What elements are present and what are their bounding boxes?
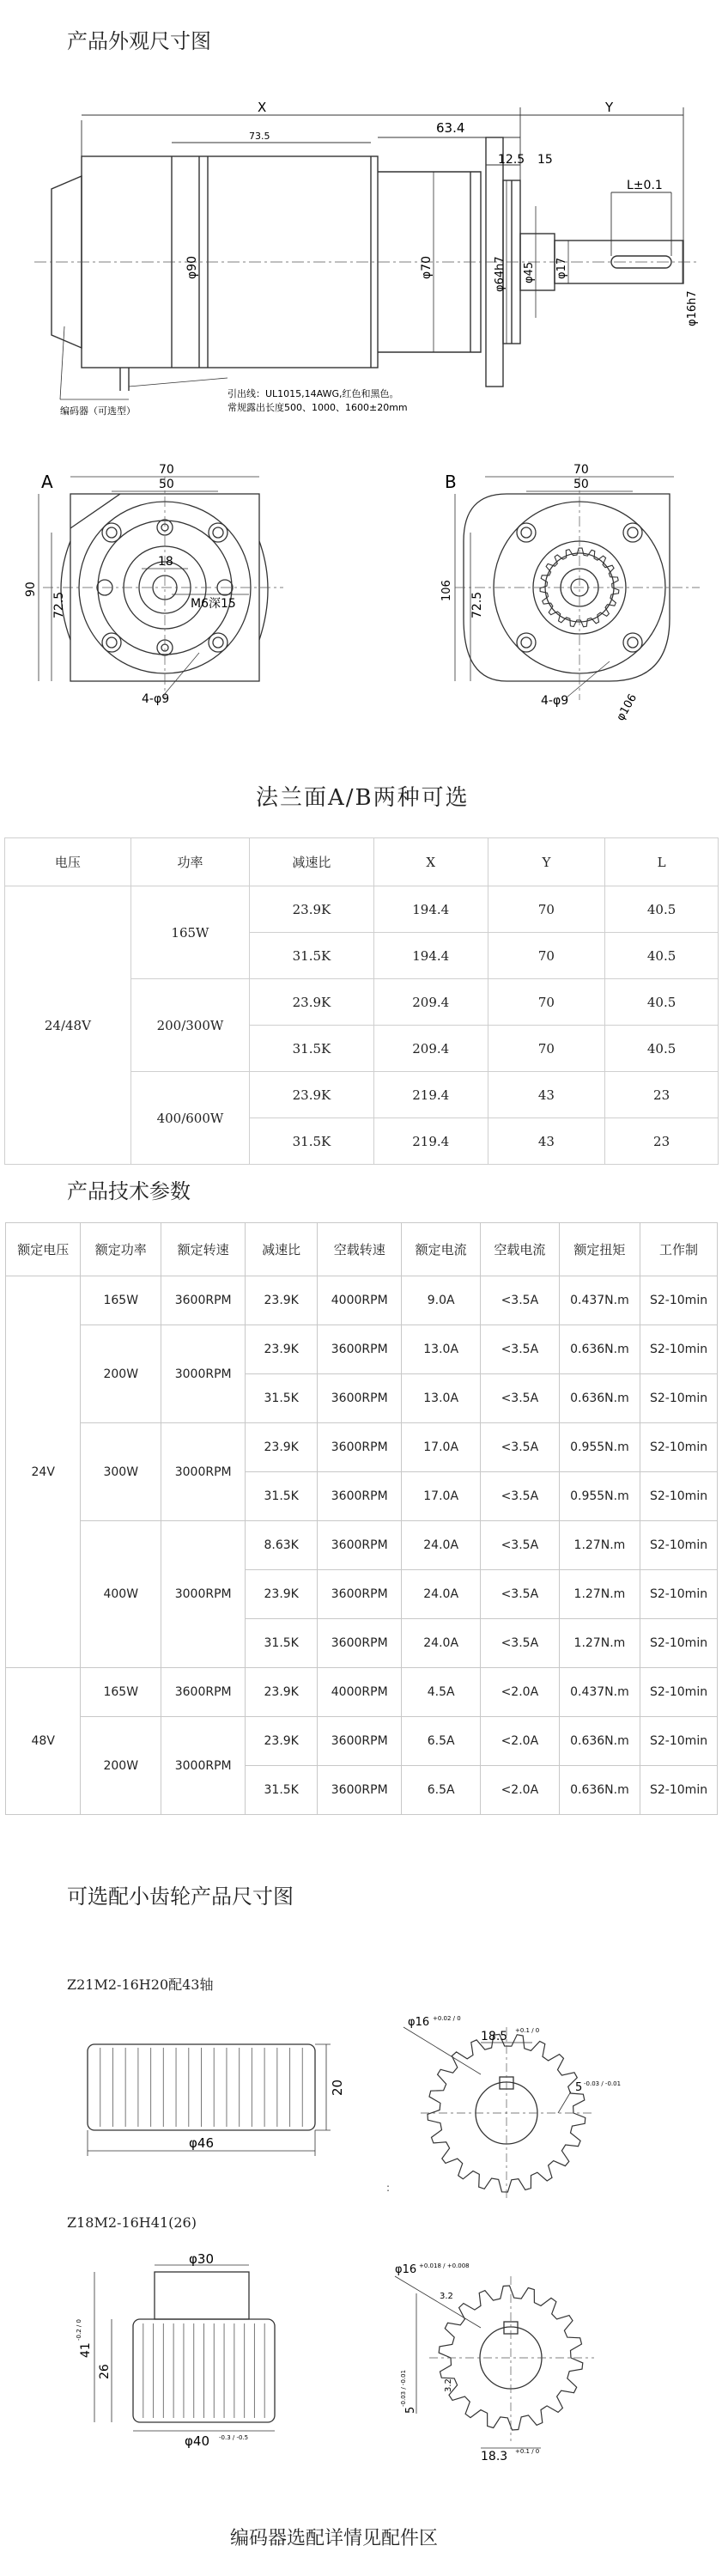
noload-current-cell: <3.5A bbox=[480, 1325, 559, 1374]
ratio-cell: 31.5K bbox=[246, 1472, 318, 1521]
noload-speed-cell: 4000RPM bbox=[318, 1276, 402, 1325]
x-cell: 194.4 bbox=[373, 933, 488, 979]
duty-cell: S2-10min bbox=[640, 1619, 718, 1668]
x-cell: 219.4 bbox=[373, 1072, 488, 1118]
gear1-dim-18-5-tol: +0.1 / 0 bbox=[515, 2027, 540, 2034]
stray-mark: : bbox=[386, 2182, 391, 2194]
power-cell: 200/300W bbox=[130, 979, 249, 1072]
torque-cell: 0.955N.m bbox=[559, 1423, 640, 1472]
gear2-dim-40-tol: -0.3 / -0.5 bbox=[219, 2434, 249, 2441]
x-cell: 219.4 bbox=[373, 1118, 488, 1165]
gear2-front-drawing bbox=[369, 2242, 652, 2465]
noload-speed-cell: 3600RPM bbox=[318, 1766, 402, 1815]
tech-params-table bbox=[5, 1222, 718, 1815]
gear1-dim-20: 20 bbox=[330, 2079, 345, 2096]
power-cell: 165W bbox=[130, 886, 249, 979]
gear2-dim-5-tol: -0.03 / -0.01 bbox=[400, 2369, 407, 2407]
gear2-dim-41-tol: -0.2 / 0 bbox=[76, 2319, 82, 2341]
power-cell: 400/600W bbox=[130, 1072, 249, 1165]
encoder-label: 编码器（可选型） bbox=[60, 405, 136, 417]
duty-cell: S2-10min bbox=[640, 1570, 718, 1619]
gear1-dim-5-tol: -0.03 / -0.01 bbox=[584, 2080, 622, 2087]
flange-a-label: A bbox=[41, 472, 53, 492]
column-header: 空载转速 bbox=[318, 1223, 402, 1276]
torque-cell: 1.27N.m bbox=[559, 1521, 640, 1570]
noload-current-cell: <3.5A bbox=[480, 1374, 559, 1423]
ratio-cell: 23.9K bbox=[250, 1072, 374, 1118]
lead-note-2: 常规露出长度500、1000、1600±20mm bbox=[228, 402, 408, 413]
voltage-cell: 48V bbox=[6, 1668, 81, 1815]
gear2-dim-3-2a: 3.2 bbox=[440, 2292, 453, 2301]
torque-cell: 0.636N.m bbox=[559, 1717, 640, 1766]
ratio-cell: 23.9K bbox=[250, 886, 374, 933]
encoder-note: 编码器选配详情见配件区 bbox=[230, 2528, 439, 2549]
column-header: 减速比 bbox=[250, 838, 374, 886]
noload-speed-cell: 3600RPM bbox=[318, 1570, 402, 1619]
power-cell: 400W bbox=[81, 1521, 161, 1668]
flange-b-dim-106: 106 bbox=[440, 580, 453, 601]
column-header: L bbox=[605, 838, 719, 886]
duty-cell: S2-10min bbox=[640, 1423, 718, 1472]
rated-current-cell: 17.0A bbox=[402, 1423, 481, 1472]
duty-cell: S2-10min bbox=[640, 1374, 718, 1423]
y-cell: 43 bbox=[488, 1118, 605, 1165]
rated-current-cell: 17.0A bbox=[402, 1472, 481, 1521]
flange-a-thread: M6深15 bbox=[191, 597, 236, 611]
gear2-dim-18-3: 18.3 bbox=[481, 2450, 508, 2463]
l-cell: 23 bbox=[605, 1118, 719, 1165]
gear2-title: Z18M2-16H41(26) bbox=[67, 2214, 197, 2231]
duty-cell: S2-10min bbox=[640, 1717, 718, 1766]
dimension-table bbox=[4, 837, 719, 1165]
torque-cell: 0.636N.m bbox=[559, 1766, 640, 1815]
l-cell: 40.5 bbox=[605, 979, 719, 1026]
flange-a-dim-18: 18 bbox=[158, 555, 173, 569]
gear1-dim-18-5: 18.5 bbox=[481, 2030, 508, 2043]
torque-cell: 1.27N.m bbox=[559, 1619, 640, 1668]
table-row bbox=[6, 1668, 718, 1717]
dim-y: Y bbox=[605, 100, 614, 115]
gear-title: 可选配小齿轮产品尺寸图 bbox=[67, 1885, 294, 1909]
gear2-dim-5: 5 bbox=[404, 2406, 417, 2414]
dim-12-5: 12.5 bbox=[498, 153, 525, 167]
dim-d45: φ45 bbox=[523, 261, 536, 283]
flange-b-dim-d106: φ106 bbox=[614, 691, 640, 723]
duty-cell: S2-10min bbox=[640, 1472, 718, 1521]
column-header: 额定转速 bbox=[161, 1223, 246, 1276]
noload-speed-cell: 3600RPM bbox=[318, 1472, 402, 1521]
column-header: 电压 bbox=[5, 838, 131, 886]
gear1-dim-16-tol: +0.02 / 0 bbox=[433, 2015, 461, 2022]
gear1-dim-46: φ46 bbox=[189, 2135, 214, 2151]
table-row bbox=[6, 1521, 718, 1570]
dim-d70: φ70 bbox=[420, 255, 434, 279]
rated-current-cell: 4.5A bbox=[402, 1668, 481, 1717]
y-cell: 70 bbox=[488, 1026, 605, 1072]
column-header: 额定功率 bbox=[81, 1223, 161, 1276]
speed-cell: 3000RPM bbox=[161, 1423, 246, 1521]
noload-speed-cell: 3600RPM bbox=[318, 1717, 402, 1766]
noload-current-cell: <2.0A bbox=[480, 1668, 559, 1717]
noload-speed-cell: 3600RPM bbox=[318, 1619, 402, 1668]
dimension-table-header bbox=[5, 838, 719, 886]
column-header: 额定电流 bbox=[402, 1223, 481, 1276]
ratio-cell: 31.5K bbox=[250, 1118, 374, 1165]
power-cell: 165W bbox=[81, 1668, 161, 1717]
flange-b-dim-70: 70 bbox=[573, 463, 589, 477]
speed-cell: 3000RPM bbox=[161, 1521, 246, 1668]
flange-a-dim-90: 90 bbox=[24, 582, 38, 597]
torque-cell: 0.955N.m bbox=[559, 1472, 640, 1521]
table-row bbox=[6, 1717, 718, 1766]
noload-current-cell: <2.0A bbox=[480, 1717, 559, 1766]
flange-a-dim-70: 70 bbox=[159, 463, 174, 477]
flange-b-dim-72-5: 72.5 bbox=[470, 591, 484, 618]
tech-params-table-header bbox=[6, 1223, 718, 1276]
noload-speed-cell: 3600RPM bbox=[318, 1325, 402, 1374]
rated-current-cell: 13.0A bbox=[402, 1325, 481, 1374]
noload-current-cell: <3.5A bbox=[480, 1472, 559, 1521]
rated-current-cell: 24.0A bbox=[402, 1619, 481, 1668]
gear1-dim-16: φ16 bbox=[408, 2016, 430, 2029]
flange-b-drawing bbox=[361, 447, 722, 756]
y-cell: 70 bbox=[488, 933, 605, 979]
speed-cell: 3000RPM bbox=[161, 1325, 246, 1423]
dim-63-4: 63.4 bbox=[436, 120, 465, 136]
column-header: 功率 bbox=[130, 838, 249, 886]
gear1-side-drawing bbox=[69, 2036, 343, 2173]
torque-cell: 0.437N.m bbox=[559, 1276, 640, 1325]
flange-a-drawing bbox=[0, 447, 361, 756]
dim-15: 15 bbox=[537, 153, 553, 167]
torque-cell: 0.636N.m bbox=[559, 1325, 640, 1374]
column-header: 空载电流 bbox=[480, 1223, 559, 1276]
gear2-dim-18-3-tol: +0.1 / 0 bbox=[515, 2448, 540, 2455]
dim-d17: φ17 bbox=[555, 257, 568, 279]
flange-b-holes: 4-φ9 bbox=[541, 694, 569, 708]
dim-d16: φ16h7 bbox=[686, 290, 699, 326]
gear2-dim-16-tol: +0.018 / +0.008 bbox=[419, 2262, 470, 2269]
flange-caption: 法兰面A/B两种可选 bbox=[256, 785, 470, 811]
power-cell: 165W bbox=[81, 1276, 161, 1325]
column-header: 额定扭矩 bbox=[559, 1223, 640, 1276]
duty-cell: S2-10min bbox=[640, 1668, 718, 1717]
column-header: 工作制 bbox=[640, 1223, 718, 1276]
noload-current-cell: <3.5A bbox=[480, 1423, 559, 1472]
table-row bbox=[6, 1325, 718, 1374]
table-row bbox=[6, 1276, 718, 1325]
power-cell: 300W bbox=[81, 1423, 161, 1521]
gear1-title: Z21M2-16H20配43轴 bbox=[67, 1976, 214, 1993]
x-cell: 209.4 bbox=[373, 1026, 488, 1072]
ratio-cell: 8.63K bbox=[246, 1521, 318, 1570]
noload-speed-cell: 3600RPM bbox=[318, 1521, 402, 1570]
l-cell: 40.5 bbox=[605, 1026, 719, 1072]
torque-cell: 0.636N.m bbox=[559, 1374, 640, 1423]
speed-cell: 3000RPM bbox=[161, 1717, 246, 1815]
gear2-dim-26: 26 bbox=[98, 2364, 112, 2379]
ratio-cell: 23.9K bbox=[246, 1423, 318, 1472]
noload-current-cell: <3.5A bbox=[480, 1570, 559, 1619]
x-cell: 194.4 bbox=[373, 886, 488, 933]
torque-cell: 1.27N.m bbox=[559, 1570, 640, 1619]
column-header: 额定电压 bbox=[6, 1223, 81, 1276]
gear2-dim-30: φ30 bbox=[189, 2251, 214, 2267]
noload-speed-cell: 4000RPM bbox=[318, 1668, 402, 1717]
rated-current-cell: 6.5A bbox=[402, 1766, 481, 1815]
power-cell: 200W bbox=[81, 1717, 161, 1815]
power-cell: 200W bbox=[81, 1325, 161, 1423]
flange-a-dim-72-5: 72.5 bbox=[52, 591, 66, 618]
rated-current-cell: 24.0A bbox=[402, 1570, 481, 1619]
motor-side-drawing bbox=[0, 94, 722, 429]
duty-cell: S2-10min bbox=[640, 1325, 718, 1374]
gear2-dim-3-2b: 3.2 bbox=[444, 2378, 453, 2392]
duty-cell: S2-10min bbox=[640, 1276, 718, 1325]
gear1-dim-5: 5 bbox=[575, 2081, 583, 2094]
speed-cell: 3600RPM bbox=[161, 1668, 246, 1717]
table-row bbox=[6, 1423, 718, 1472]
dimensions-title: 产品外观尺寸图 bbox=[67, 29, 211, 53]
flange-a-dim-50: 50 bbox=[159, 478, 174, 491]
speed-cell: 3600RPM bbox=[161, 1276, 246, 1325]
column-header: 减速比 bbox=[246, 1223, 318, 1276]
gear2-dim-40: φ40 bbox=[185, 2433, 209, 2449]
flange-b-label: B bbox=[445, 472, 457, 492]
column-header: Y bbox=[488, 838, 605, 886]
ratio-cell: 31.5K bbox=[246, 1766, 318, 1815]
y-cell: 70 bbox=[488, 979, 605, 1026]
ratio-cell: 31.5K bbox=[250, 933, 374, 979]
column-header: X bbox=[373, 838, 488, 886]
lead-note-1: 引出线：UL1015,14AWG,红色和黑色。 bbox=[228, 388, 399, 399]
gear2-dim-16: φ16 bbox=[395, 2263, 417, 2276]
dim-73-5: 73.5 bbox=[249, 131, 270, 142]
gear2-side-drawing bbox=[69, 2251, 343, 2452]
l-cell: 40.5 bbox=[605, 933, 719, 979]
ratio-cell: 23.9K bbox=[246, 1325, 318, 1374]
ratio-cell: 23.9K bbox=[246, 1276, 318, 1325]
tech-params-title: 产品技术参数 bbox=[67, 1179, 191, 1203]
voltage-cell: 24V bbox=[6, 1276, 81, 1668]
noload-speed-cell: 3600RPM bbox=[318, 1423, 402, 1472]
dim-d90: φ90 bbox=[185, 255, 199, 279]
ratio-cell: 23.9K bbox=[250, 979, 374, 1026]
rated-current-cell: 6.5A bbox=[402, 1717, 481, 1766]
dim-d64: φ64h7 bbox=[494, 256, 507, 292]
ratio-cell: 31.5K bbox=[250, 1026, 374, 1072]
duty-cell: S2-10min bbox=[640, 1521, 718, 1570]
rated-current-cell: 24.0A bbox=[402, 1521, 481, 1570]
l-cell: 23 bbox=[605, 1072, 719, 1118]
flange-a-holes: 4-φ9 bbox=[142, 692, 170, 706]
noload-speed-cell: 3600RPM bbox=[318, 1374, 402, 1423]
voltage-cell: 24/48V bbox=[5, 886, 131, 1165]
rated-current-cell: 9.0A bbox=[402, 1276, 481, 1325]
table-row bbox=[5, 886, 719, 933]
ratio-cell: 23.9K bbox=[246, 1668, 318, 1717]
dim-x: X bbox=[258, 100, 267, 115]
noload-current-cell: <3.5A bbox=[480, 1521, 559, 1570]
torque-cell: 0.437N.m bbox=[559, 1668, 640, 1717]
noload-current-cell: <3.5A bbox=[480, 1619, 559, 1668]
ratio-cell: 31.5K bbox=[246, 1374, 318, 1423]
ratio-cell: 23.9K bbox=[246, 1717, 318, 1766]
noload-current-cell: <3.5A bbox=[480, 1276, 559, 1325]
noload-current-cell: <2.0A bbox=[480, 1766, 559, 1815]
ratio-cell: 23.9K bbox=[246, 1570, 318, 1619]
flange-b-dim-50: 50 bbox=[573, 478, 589, 491]
gear2-dim-41: 41 bbox=[79, 2342, 93, 2358]
x-cell: 209.4 bbox=[373, 979, 488, 1026]
gear1-front-drawing bbox=[369, 2001, 652, 2216]
y-cell: 70 bbox=[488, 886, 605, 933]
duty-cell: S2-10min bbox=[640, 1766, 718, 1815]
rated-current-cell: 13.0A bbox=[402, 1374, 481, 1423]
dim-l: L±0.1 bbox=[627, 179, 663, 192]
l-cell: 40.5 bbox=[605, 886, 719, 933]
ratio-cell: 31.5K bbox=[246, 1619, 318, 1668]
y-cell: 43 bbox=[488, 1072, 605, 1118]
